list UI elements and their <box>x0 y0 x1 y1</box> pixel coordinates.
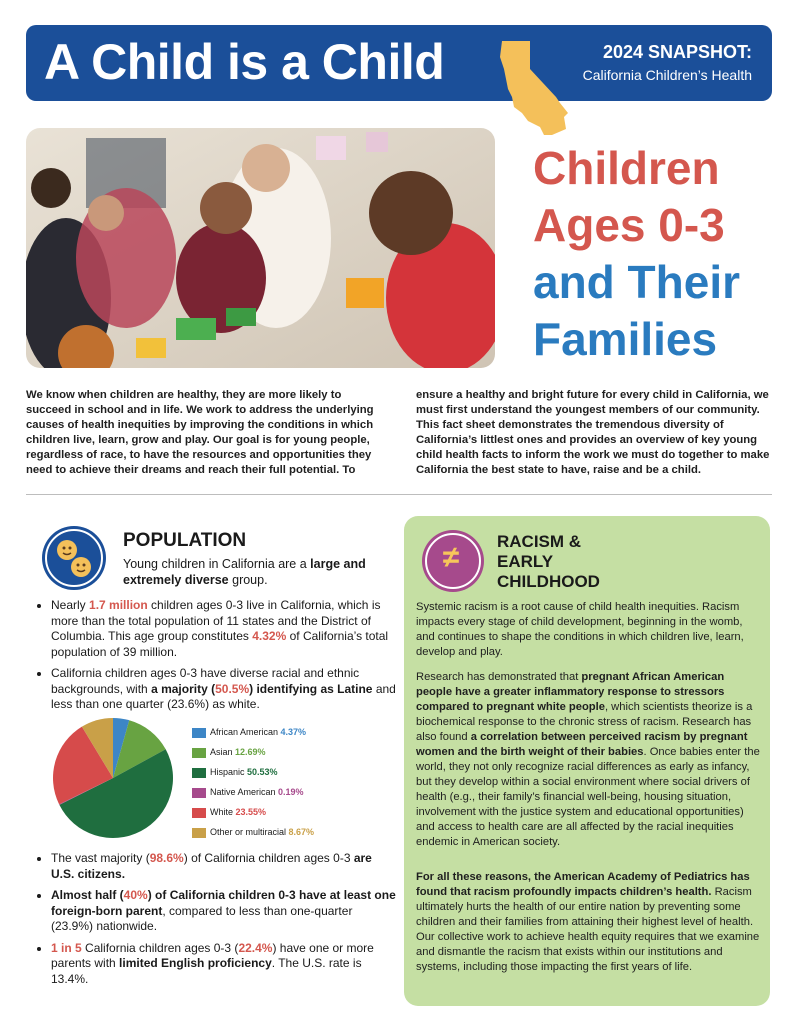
legend-value: 8.67% <box>288 827 315 837</box>
children-faces-icon <box>42 526 106 590</box>
legend-label: African American <box>210 727 281 737</box>
legend-label: Native American <box>210 787 279 797</box>
intro-right: ensure a healthy and bright future for every child in California, we must first understand the youngest members of our community. This fact sheet demonstrates the tremendous diversity of California’s littlest ones and provides an overview of key young child health facts to inform the work we must do together to make California the best state to have, raise and be a child. <box>416 389 770 476</box>
population-title: POPULATION <box>123 530 247 551</box>
header-banner <box>26 25 772 101</box>
legend-label: Hispanic <box>210 767 248 777</box>
race-ethnicity-pie-chart <box>52 717 174 839</box>
legend-value: 23.55% <box>235 807 267 817</box>
legend-swatch <box>192 788 206 798</box>
racism-paragraph-2: Research has demonstrated that pregnant African American people have a greater inflammatory response to stressors compared to pregnant white people, which scientists theorize is a biochemical response to the chronic stress of racism. Research has also found a correlation between perceived racism by pregnant women and the birth weight of their babies. Once babies enter the world, they not only recognize racial differences as early as infancy, but they develop within a social environment where social drivers of health (e.g., their family’s financial well-being, housing situation, involvement with the justice system and educational opportunities) and access to health care are all affected by the racial inequities endemic in American society. <box>416 671 760 848</box>
racism-title: RACISM & EARLY CHILDHOOD <box>497 532 600 591</box>
section-divider <box>26 494 772 495</box>
list-item: • Nearly 1.7 million children ages 0-3 live in California, which is more than the total population of 11 states and the District of Columbia. This age group constitutes 4.32% of California’s total population of 39 million. <box>51 598 396 660</box>
main-title: A Child is a Child <box>44 34 445 90</box>
heading-line-2: Ages 0-3 <box>533 199 725 251</box>
not-equal-icon: ≠ <box>422 530 484 592</box>
heading-line-3: and Their <box>533 256 741 308</box>
legend-label: Asian <box>210 747 236 757</box>
legend-label: White <box>210 807 236 817</box>
legend-swatch <box>192 808 206 818</box>
snapshot-subtitle: California Children’s Health <box>582 67 752 83</box>
legend-swatch <box>192 768 206 778</box>
legend-label: Other or multiracial <box>210 827 289 837</box>
legend-value: 0.19% <box>278 787 304 797</box>
legend-value: 4.37% <box>280 727 307 737</box>
legend-item <box>192 786 392 799</box>
population-bullets-bottom <box>38 851 396 993</box>
pie-legend <box>192 726 392 846</box>
hero-photo <box>26 128 495 368</box>
legend-item <box>192 806 392 819</box>
list-item: • The vast majority (98.6%) of California children ages 0-3 are U.S. citizens. <box>51 851 396 882</box>
legend-value: 12.69% <box>235 747 266 757</box>
legend-item <box>192 746 392 759</box>
population-subtitle: Young children in California are a large and extremely diverse group. <box>123 557 366 587</box>
page-heading <box>533 140 740 368</box>
legend-swatch <box>192 748 206 758</box>
legend-item <box>192 766 392 779</box>
legend-swatch <box>192 728 206 738</box>
legend-item <box>192 826 392 839</box>
list-item: • 1 in 5 California children ages 0-3 (22.4%) have one or more parents with limited English proficiency. The U.S. rate is 13.4%. <box>51 941 396 988</box>
racism-paragraph-1: Systemic racism is a root cause of child health inequities. Racism impacts every stage of child development, beginning in the womb, and continues to shape the conditions in which children live, learn, develop and play. <box>416 601 744 658</box>
legend-item <box>192 726 392 739</box>
racism-paragraph-3: For all these reasons, the American Academy of Pediatrics has found that racism profoundly impacts children’s health. Racism ultimately hurts the health of our entire nation by preventing some children and their families from attaining their highest level of health. Our collective work to achieve health equity requires that we examine and dismantle the racism that exists within our institutions and systems, including those impacting the first years of life. <box>416 871 760 973</box>
list-item: • California children ages 0-3 have diverse racial and ethnic backgrounds, with a majority (50.5%) identifying as Latine and less than one quarter (23.6%) as white. <box>51 666 396 713</box>
heading-line-4: Families <box>533 313 718 365</box>
heading-line-1: Children <box>533 142 720 194</box>
list-item: • Almost half (40%) of California children 0-3 have at least one foreign-born parent, compared to less than one-quarter (23.9%) nationwide. <box>51 888 396 935</box>
snapshot-title: 2024 SNAPSHOT: <box>602 42 752 62</box>
legend-value: 50.53% <box>247 767 278 777</box>
population-bullets-top <box>38 598 396 719</box>
legend-swatch <box>192 828 206 838</box>
intro-left: We know when children are healthy, they are more likely to succeed in school and in life. We work to address the underlying causes of health inequities by improving the conditions in which children live, learn, grow and play. Our goal is for young people, regardless of race, to have the resources and opportunities they need to achieve their dreams and reach their full potential. To <box>26 389 374 476</box>
california-map-icon <box>498 39 574 139</box>
